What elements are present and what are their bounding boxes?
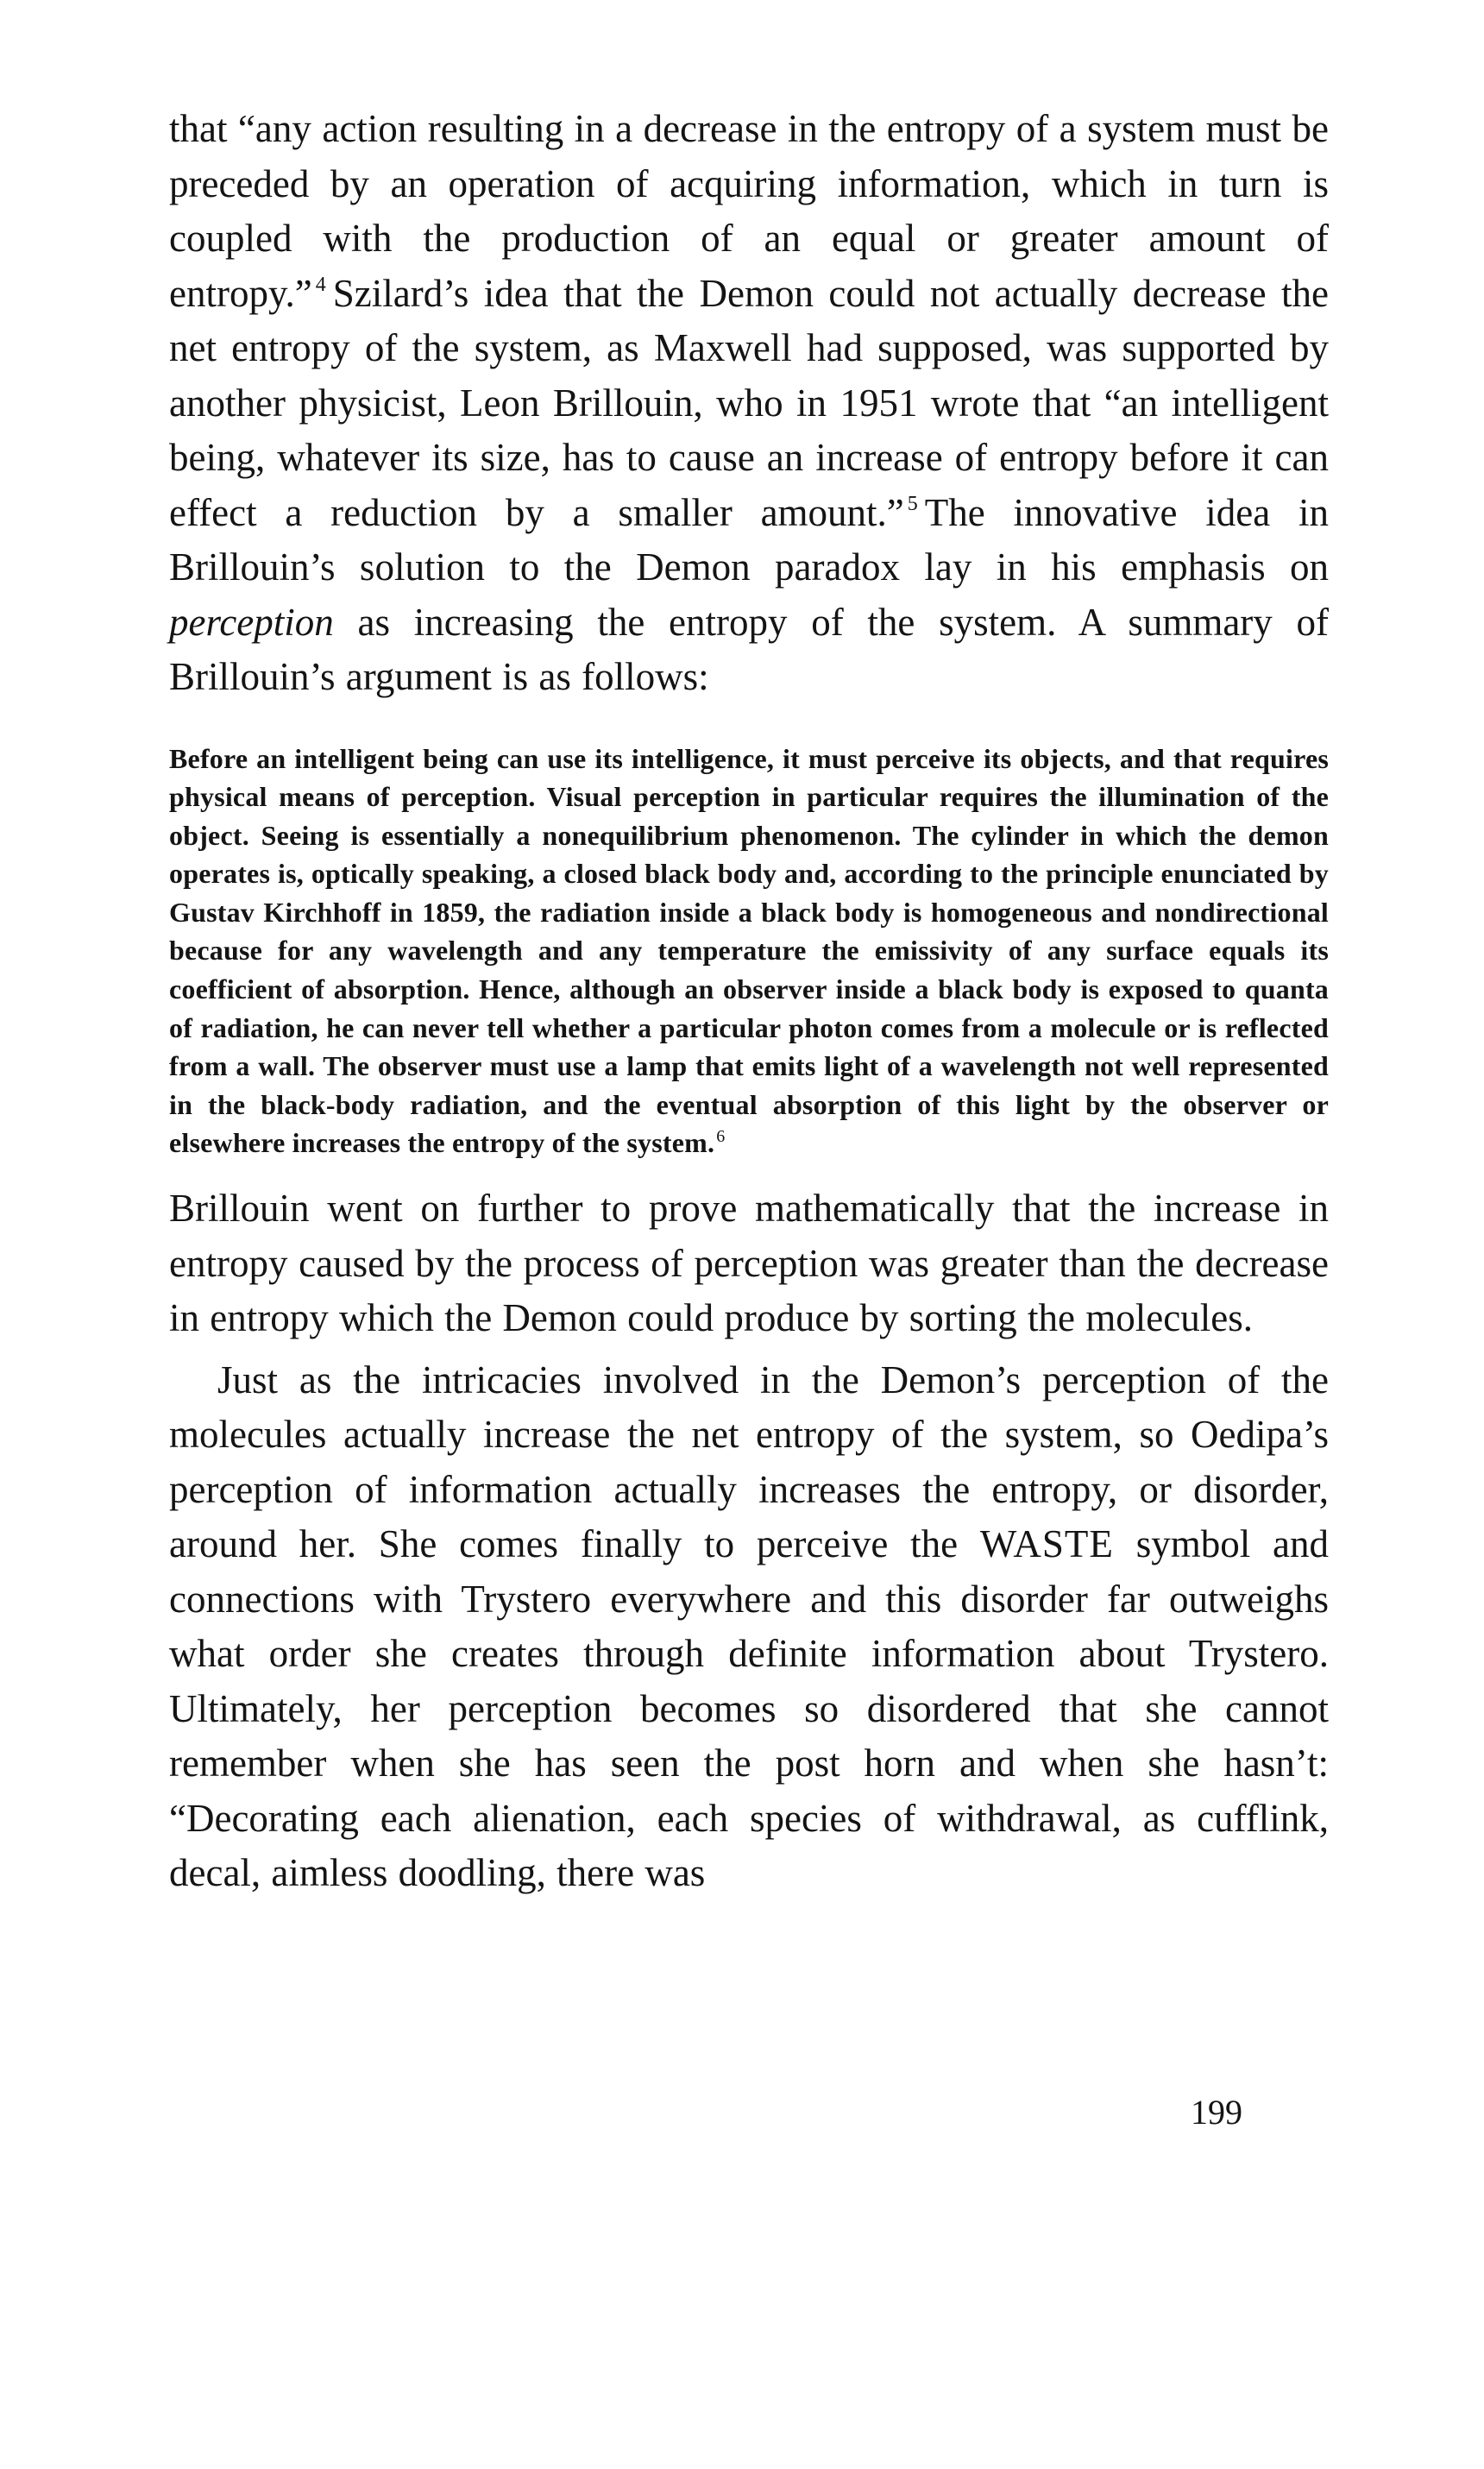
paragraph-oedipa	[169, 1353, 1329, 1901]
page-content	[169, 102, 1329, 1901]
block-quote	[169, 740, 1329, 1163]
paragraph-oedipa-text-1: Just as the intricacies involved in the Demon’s perception of the molecules actually increase the net entropy of the system, so Oedipa’s perception of information actually increases the entropy, or disorder, around her. She comes finally to perceive the	[169, 1357, 1329, 1566]
paragraph-intro-text-3: The innovative idea in Brillouin’s solution to the Demon paradox lay in his emphasis on	[169, 490, 1329, 589]
footnote-marker-4: 4	[315, 273, 326, 296]
paragraph-intro-text-2: Szilard’s idea that the Demon could not actually decrease the net entropy of the system, as Maxwell had supposed, was supported by another physicist, Leon Brillouin, who in 1951 wrote that “an intelligent being, whatever its size, has to cause an increase of entropy before it can effect a reduction by a smaller amount.”	[169, 271, 1329, 534]
paragraph-brillouin-text: Brillouin went on further to prove mathematically that the increase in entropy caused by the process of perception was greater than the decrease in entropy which the Demon could produce by sorting the molecules.	[169, 1187, 1329, 1340]
footnote-marker-6: 6	[716, 1127, 726, 1147]
paragraph-intro-text-4: as increasing the entropy of the system. A summary of Brillouin’s argument is as follows:	[169, 600, 1329, 698]
paragraph-oedipa-text-2: symbol and connections with Trystero everywhere and this disorder far outweighs what order she creates through definite information about Trystero. Ultimately, her perception becomes so disordered that she cannot remember when she has seen the post horn and when she hasn’t: “Decorating each alienation, each species of withdrawal, as cufflink, decal, aimless doodling, there was	[169, 1522, 1330, 1895]
block-quote-text: Before an intelligent being can use its intelligence, it must perceive its objects, and that requires physical means of perception. Visual perception in particular requires the illumination of the object. Seeing is essentially a nonequilibrium phenomenon. The cylinder in which the demon operates is, optically speaking, a closed black body and, according to the principle enunciated by Gustav Kirchhoff in 1859, the radiation inside a black body is homogeneous and nondirectional because for any wavelength and any temperature the emissivity of any surface equals its coefficient of absorption. Hence, although an observer inside a black body is exposed to quanta of radiation, he can never tell whether a particular photon comes from a molecule or is reflected from a wall. The observer must use a lamp that emits light of a wavelength not well represented in the black-body radiation, and the eventual absorption of this light by the observer or elsewhere increases the entropy of the system.	[169, 742, 1329, 1159]
footnote-marker-5: 5	[907, 492, 918, 515]
paragraph-intro-text-1: that “any action resulting in a decrease in the entropy of a system must be preceded by an operation of acquiring information, which in turn is coupled with the production of an equal or greater amount of entropy.”	[169, 107, 1329, 315]
waste-smallcaps: WASTE	[979, 1522, 1114, 1566]
page-number: 199	[1191, 2093, 1242, 2132]
emphasis-perception: perception	[169, 600, 334, 644]
paragraph-intro	[169, 102, 1329, 705]
paragraph-brillouin	[169, 1181, 1329, 1346]
